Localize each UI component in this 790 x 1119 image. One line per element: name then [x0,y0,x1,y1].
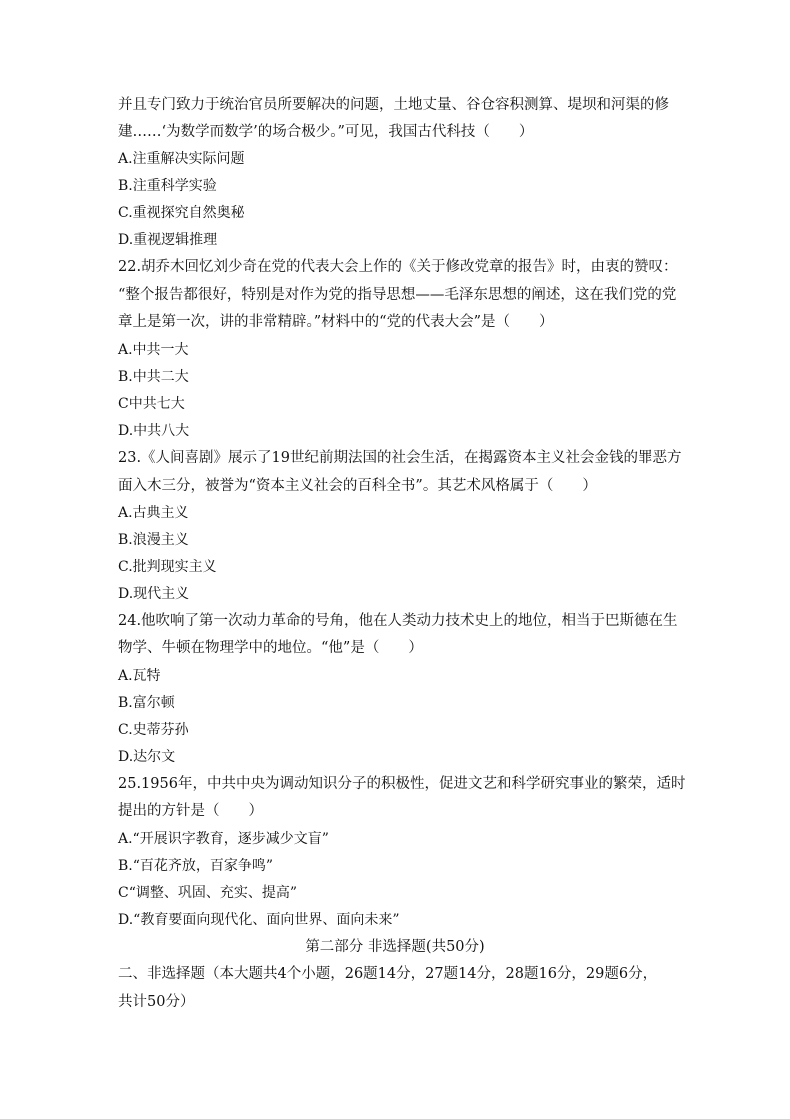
q23-option-b: B.浪漫主义 [118,532,189,548]
q21-option-b: B.注重科学实验 [118,178,217,194]
q23-option-d: D.现代主义 [118,586,190,602]
q25-text-line-1: 25.1956年，中共中央为调动知识分子的积极性，促进文艺和科学研究事业的繁荣，适时 [118,776,686,792]
part-two-instructions-line-1: 二、非选择题（本大题共4个小题，26题14分，27题14分，28题16分，29题6分， [118,966,658,982]
q21-text-line-1: 并且专门致力于统治官员所要解决的问题，土地丈量、谷仓容积测算、堤坝和河渠的修 [118,97,669,113]
part-two-instructions-line-2: 共计50分） [118,994,195,1010]
q23-option-c: C.批判现实主义 [118,559,217,575]
q22-option-c: C中共七大 [118,396,185,412]
q21-text-line-2: 建……‘为数学而数学’的场合极少。”可见，我国古代科技（ ） [118,124,534,140]
q24-text-line-2: 物学、牛顿在物理学中的地位。“他”是（ ） [118,640,423,656]
q22-text-line-2: “整个报告都很好，特别是对作为党的指导思想——毛泽东思想的阐述，这在我们党的党 [118,287,677,303]
q25-text-line-2: 提出的方针是（ ） [118,803,263,819]
q24-option-b: B.富尔顿 [118,695,175,711]
q22-option-d: D.中共八大 [118,423,190,439]
q22-text-line-3: 章上是第一次，讲的非常精辟。”材料中的“党的代表大会”是（ ） [118,314,554,330]
q22-option-a: A.中共一大 [118,342,189,358]
q21-option-c: C.重视探究自然奥秘 [118,205,245,221]
q25-option-b: B.“百花齐放，百家争鸣” [118,858,274,874]
q21-option-d: D.重视逻辑推理 [118,232,218,248]
q24-option-d: D.达尔文 [118,749,176,765]
part-two-heading: 第二部分 非选择题(共50分) [305,939,485,955]
q23-option-a: A.古典主义 [118,505,189,521]
q25-option-d: D.“教育要面向现代化、面向世界、面向未来” [118,912,400,928]
q21-option-a: A.注重解决实际问题 [118,151,245,167]
q23-text-line-2: 面入木三分，被誉为“资本主义社会的百科全书”。其艺术风格属于（ ） [118,478,597,494]
q24-option-c: C.史蒂芬孙 [118,722,189,738]
q23-text-line-1: 23.《人间喜剧》展示了19世纪前期法国的社会生活，在揭露资本主义社会金钱的罪恶方 [118,450,682,466]
q22-text-line-1: 22.胡乔木回忆刘少奇在党的代表大会上作的《关于修改党章的报告》时，由衷的赞叹： [118,259,678,275]
q25-option-a: A.“开展识字教育，逐步减少文盲” [118,831,329,847]
q24-text-line-1: 24.他吹响了第一次动力革命的号角，他在人类动力技术史上的地位，相当于巴斯德在生 [118,613,678,629]
q25-option-c: C“调整、巩固、充实、提高” [118,885,298,901]
q24-option-a: A.瓦特 [118,668,161,684]
q22-option-b: B.中共二大 [118,369,189,385]
